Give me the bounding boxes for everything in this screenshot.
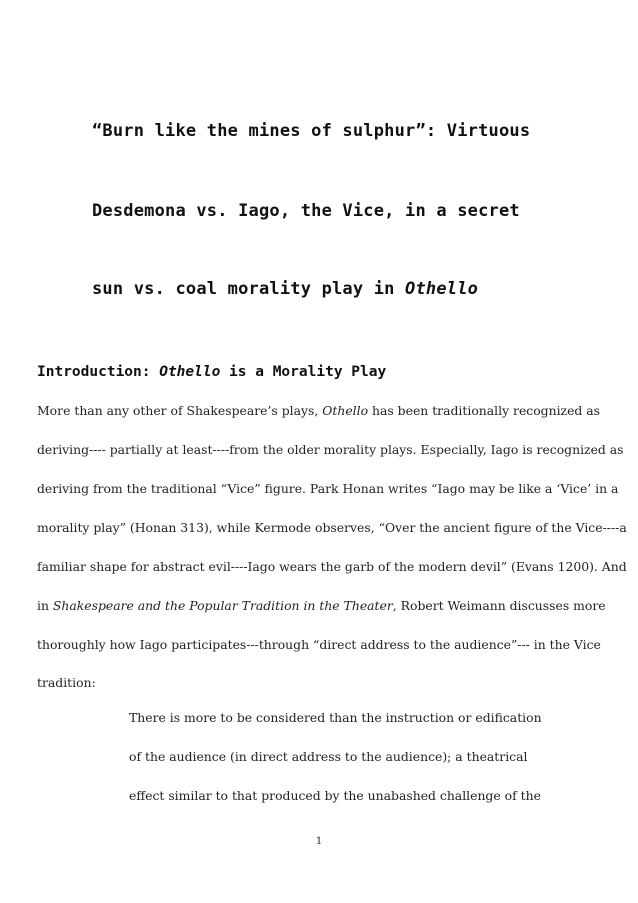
book-title: Shakespeare and the Popular Tradition in the Theater	[52, 598, 393, 613]
heading-pre: Introduction:	[37, 364, 160, 380]
body-line-6	[37, 598, 606, 613]
section-heading	[37, 364, 386, 380]
block-quote-line-2: of the audience (in direct address to the audience); a theatrical	[129, 749, 528, 764]
block-quote-line-1: There is more to be considered than the instruction or edification	[129, 710, 542, 725]
body-line-6-pre: in	[37, 598, 53, 613]
body-line-1-italic: Othello	[322, 403, 369, 418]
body-line-1	[37, 403, 600, 418]
body-line-1-post: has been traditionally recognized as	[368, 403, 601, 418]
heading-play-name: Othello	[159, 364, 221, 380]
body-line-1-pre: More than any other of Shakespeare’s plays,	[37, 403, 323, 418]
title-line-2: Desdemona vs. Iago, the Vice, in a secret	[92, 201, 520, 221]
title-line-3	[92, 279, 478, 299]
body-line-7: thoroughly how Iago participates---through “direct address to the audience”--- in the Vice	[37, 637, 601, 652]
title-line-1: “Burn like the mines of sulphur”: Virtuous	[92, 121, 531, 141]
body-line-3: deriving from the traditional “Vice” figure. Park Honan writes “Iago may be like a ‘Vice’ in a	[37, 481, 619, 496]
heading-post: is a Morality Play	[220, 364, 387, 380]
body-line-2: deriving---- partially at least----from the older morality plays. Especially, Iago is recognized as	[37, 442, 624, 457]
body-line-4: morality play” (Honan 313), while Kermode observes, “Over the ancient figure of the Vice----a	[37, 520, 627, 535]
body-line-6-post: , Robert Weimann discusses more	[392, 598, 606, 613]
page-number: 1	[315, 836, 323, 847]
block-quote-line-3: effect similar to that produced by the unabashed challenge of the	[129, 788, 541, 803]
body-line-5: familiar shape for abstract evil----Iago wears the garb of the modern devil” (Evans 1200). And	[37, 559, 627, 574]
body-line-8: tradition:	[37, 675, 96, 690]
title-line-3-text: sun vs. coal morality play in	[92, 279, 406, 299]
title-play-name: Othello	[405, 279, 479, 299]
